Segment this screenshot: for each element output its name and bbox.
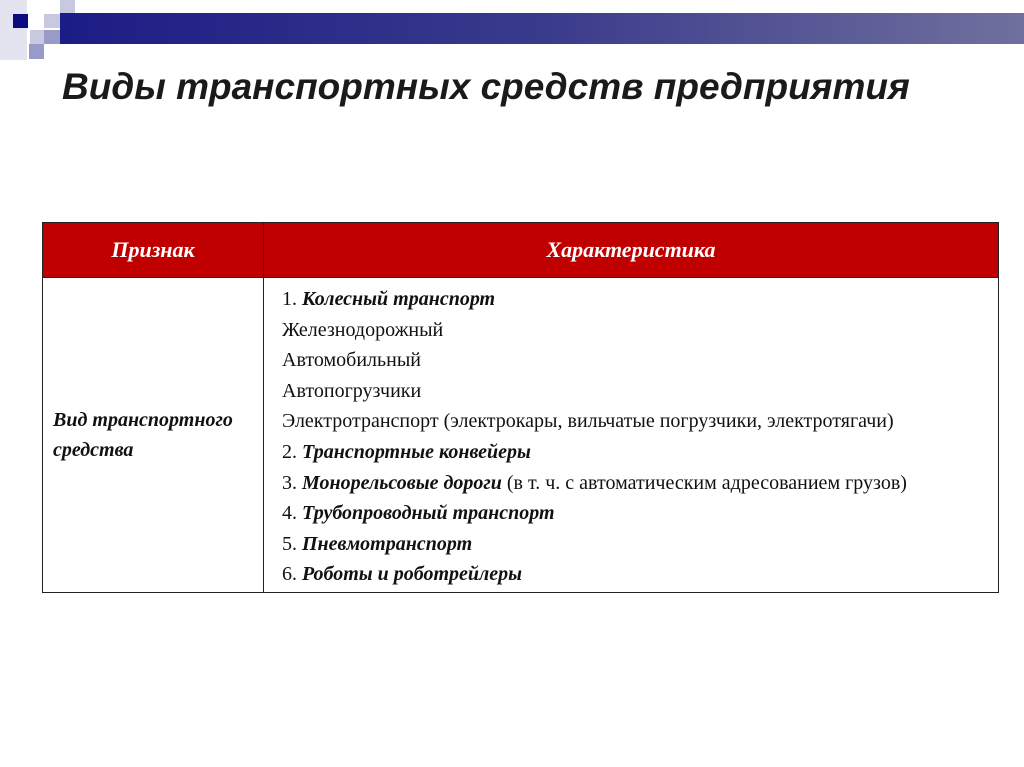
list-item-rest: Автопогрузчики	[282, 379, 422, 402]
table-row	[43, 278, 999, 593]
slide-title: Виды транспортных средств предприятия	[62, 66, 910, 107]
list-item-prefix: 4.	[282, 502, 302, 525]
list-item-prefix: 6.	[282, 563, 302, 586]
list-item	[282, 559, 980, 590]
list-item	[282, 284, 980, 315]
list-item-rest: Железнодорожный	[282, 318, 444, 341]
list-item	[282, 468, 980, 499]
characteristic-cell	[264, 278, 999, 593]
header-characteristic: Характеристика	[264, 223, 999, 278]
list-item	[282, 315, 980, 346]
list-item-rest: Электротранспорт (электрокары, вильчатые погрузчики, электротягачи)	[282, 410, 894, 433]
table-header-row	[43, 223, 999, 278]
list-item-prefix: 1.	[282, 288, 302, 310]
list-item	[282, 437, 980, 468]
list-item-rest: (в т. ч. с автоматическим адресованием грузов)	[501, 471, 907, 494]
list-item	[282, 498, 980, 529]
list-item	[282, 345, 980, 376]
list-item-bold: Трубопроводный транспорт	[302, 502, 555, 525]
list-item	[282, 406, 980, 437]
list-item-prefix: 3.	[282, 471, 302, 494]
feature-cell: Вид транспортного средства	[43, 278, 264, 593]
list-item-bold: Пневмотранспорт	[302, 532, 473, 555]
list-item-prefix: 2.	[282, 440, 302, 463]
header-feature: Признак	[43, 223, 264, 278]
list-item-bold: Монорельсовые дороги	[302, 471, 502, 494]
title-bar	[60, 13, 1024, 44]
list-item-bold: Роботы и роботрейлеры	[302, 563, 523, 586]
transport-table	[42, 222, 999, 593]
list-item-bold: Транспортные конвейеры	[302, 440, 531, 463]
list-item	[282, 529, 980, 560]
list-item	[282, 376, 980, 407]
list-item-prefix: 5.	[282, 532, 302, 555]
list-item-rest: Автомобильный	[282, 349, 421, 372]
list-item-bold: Колесный транспорт	[302, 288, 496, 310]
